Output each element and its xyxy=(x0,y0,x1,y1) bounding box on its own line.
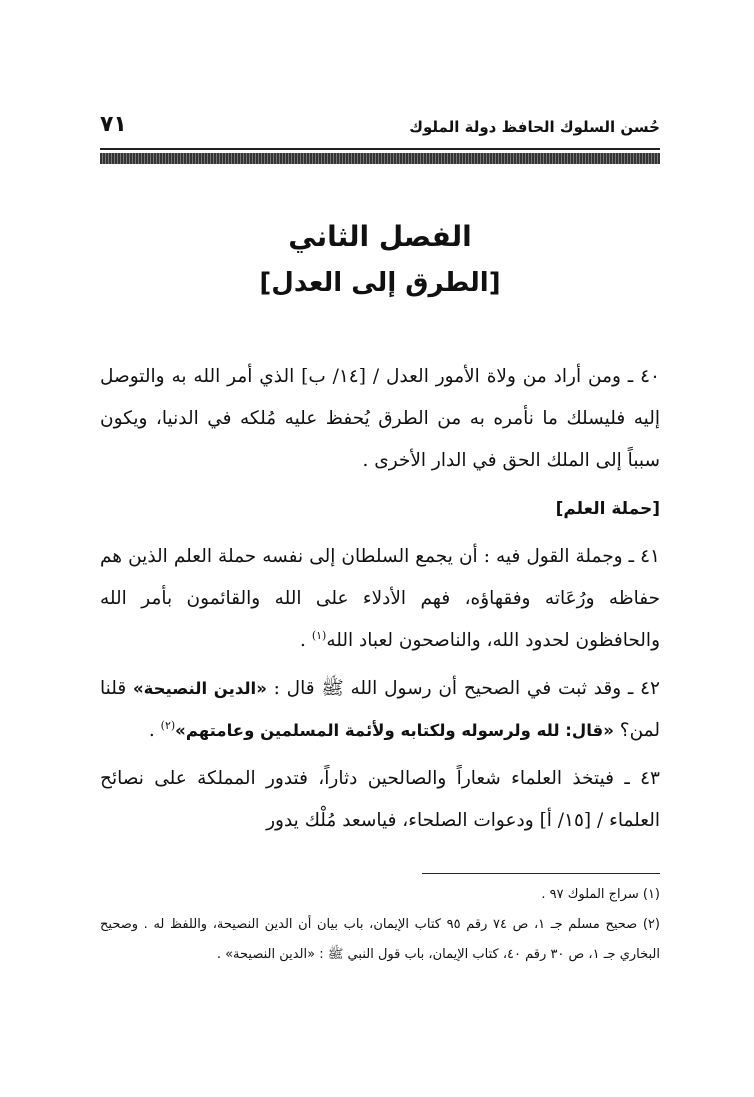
section-heading: [حملة العلم] xyxy=(555,499,660,519)
header-rule-thick xyxy=(100,153,660,164)
paragraph-42-end: . xyxy=(148,720,161,741)
chapter-title: الفصل الثاني xyxy=(288,220,472,253)
page-number: ٧١ xyxy=(100,112,127,137)
running-header xyxy=(100,112,660,148)
paragraph-41-end: . xyxy=(300,630,312,651)
paragraph-41-text: ٤١ ـ وجملة القول فيه : أن يجمع السلطان إلى نفسه حملة العلم الذين هم حفاظه ورُعَاته وفقهاؤه، فهم الأدلاء على الله والقائمون بأمر الله والحافظون لحدود الله، والناصحون لعباد الله xyxy=(100,546,660,651)
footnote-ref-1: (١) xyxy=(311,628,327,642)
running-title: حُسن السلوك الحافظ دولة الملوك xyxy=(409,118,660,136)
footnote-ref-2: (٢) xyxy=(160,718,176,732)
body-text xyxy=(100,356,660,848)
hadith-quote-2: «قال: لله ولرسوله ولكتابه ولأئمة المسلمين وعامتهم» xyxy=(175,721,614,740)
chapter-subtitle: [الطرق إلى العدل] xyxy=(259,268,501,298)
paragraph-41 xyxy=(100,536,660,662)
paragraph-43: ٤٣ ـ فيتخذ العلماء شعاراً والصالحين دثاراً، فتدور المملكة على نصائح العلماء / [١٥/ أ] ودعوات الصلحاء، فياسعد مُلْك يدور xyxy=(100,768,660,831)
footnote-1: (١) سراج الملوك ٩٧ . xyxy=(541,887,660,902)
footnote-2: (٢) صحيح مسلم جـ ١، ص ٧٤ رقم ٩٥ كتاب الإيمان، باب بيان أن الدين النصيحة، واللفظ له . وصحيح البخاري جـ ١، ص ٣٠ رقم ٤٠، كتاب الإيمان، باب قول النبي ﷺ : «الدين النصيحة» . xyxy=(100,917,660,962)
paragraph-40: ٤٠ ـ ومن أراد من ولاة الأمور العدل / [١٤/ ب] الذي أمر الله به والتوصل إليه فليسلك ما نأمره به من الطرق يُحفظ عليه مُلكه في الدنيا، ويكون سبباً إلى الملك الحق في الدار الأخرى . xyxy=(100,366,660,471)
footnote-rule xyxy=(422,873,660,874)
paragraph-42-intro: ٤٢ ـ وقد ثبت في الصحيح أن رسول الله ﷺ قال : xyxy=(266,678,660,699)
footnotes xyxy=(100,880,660,970)
hadith-quote-1: «الدين النصيحة» xyxy=(132,679,267,698)
header-rule-thin xyxy=(100,148,660,150)
paragraph-42-question: قلنا لمن؟ xyxy=(100,678,660,741)
paragraph-42 xyxy=(100,668,660,752)
